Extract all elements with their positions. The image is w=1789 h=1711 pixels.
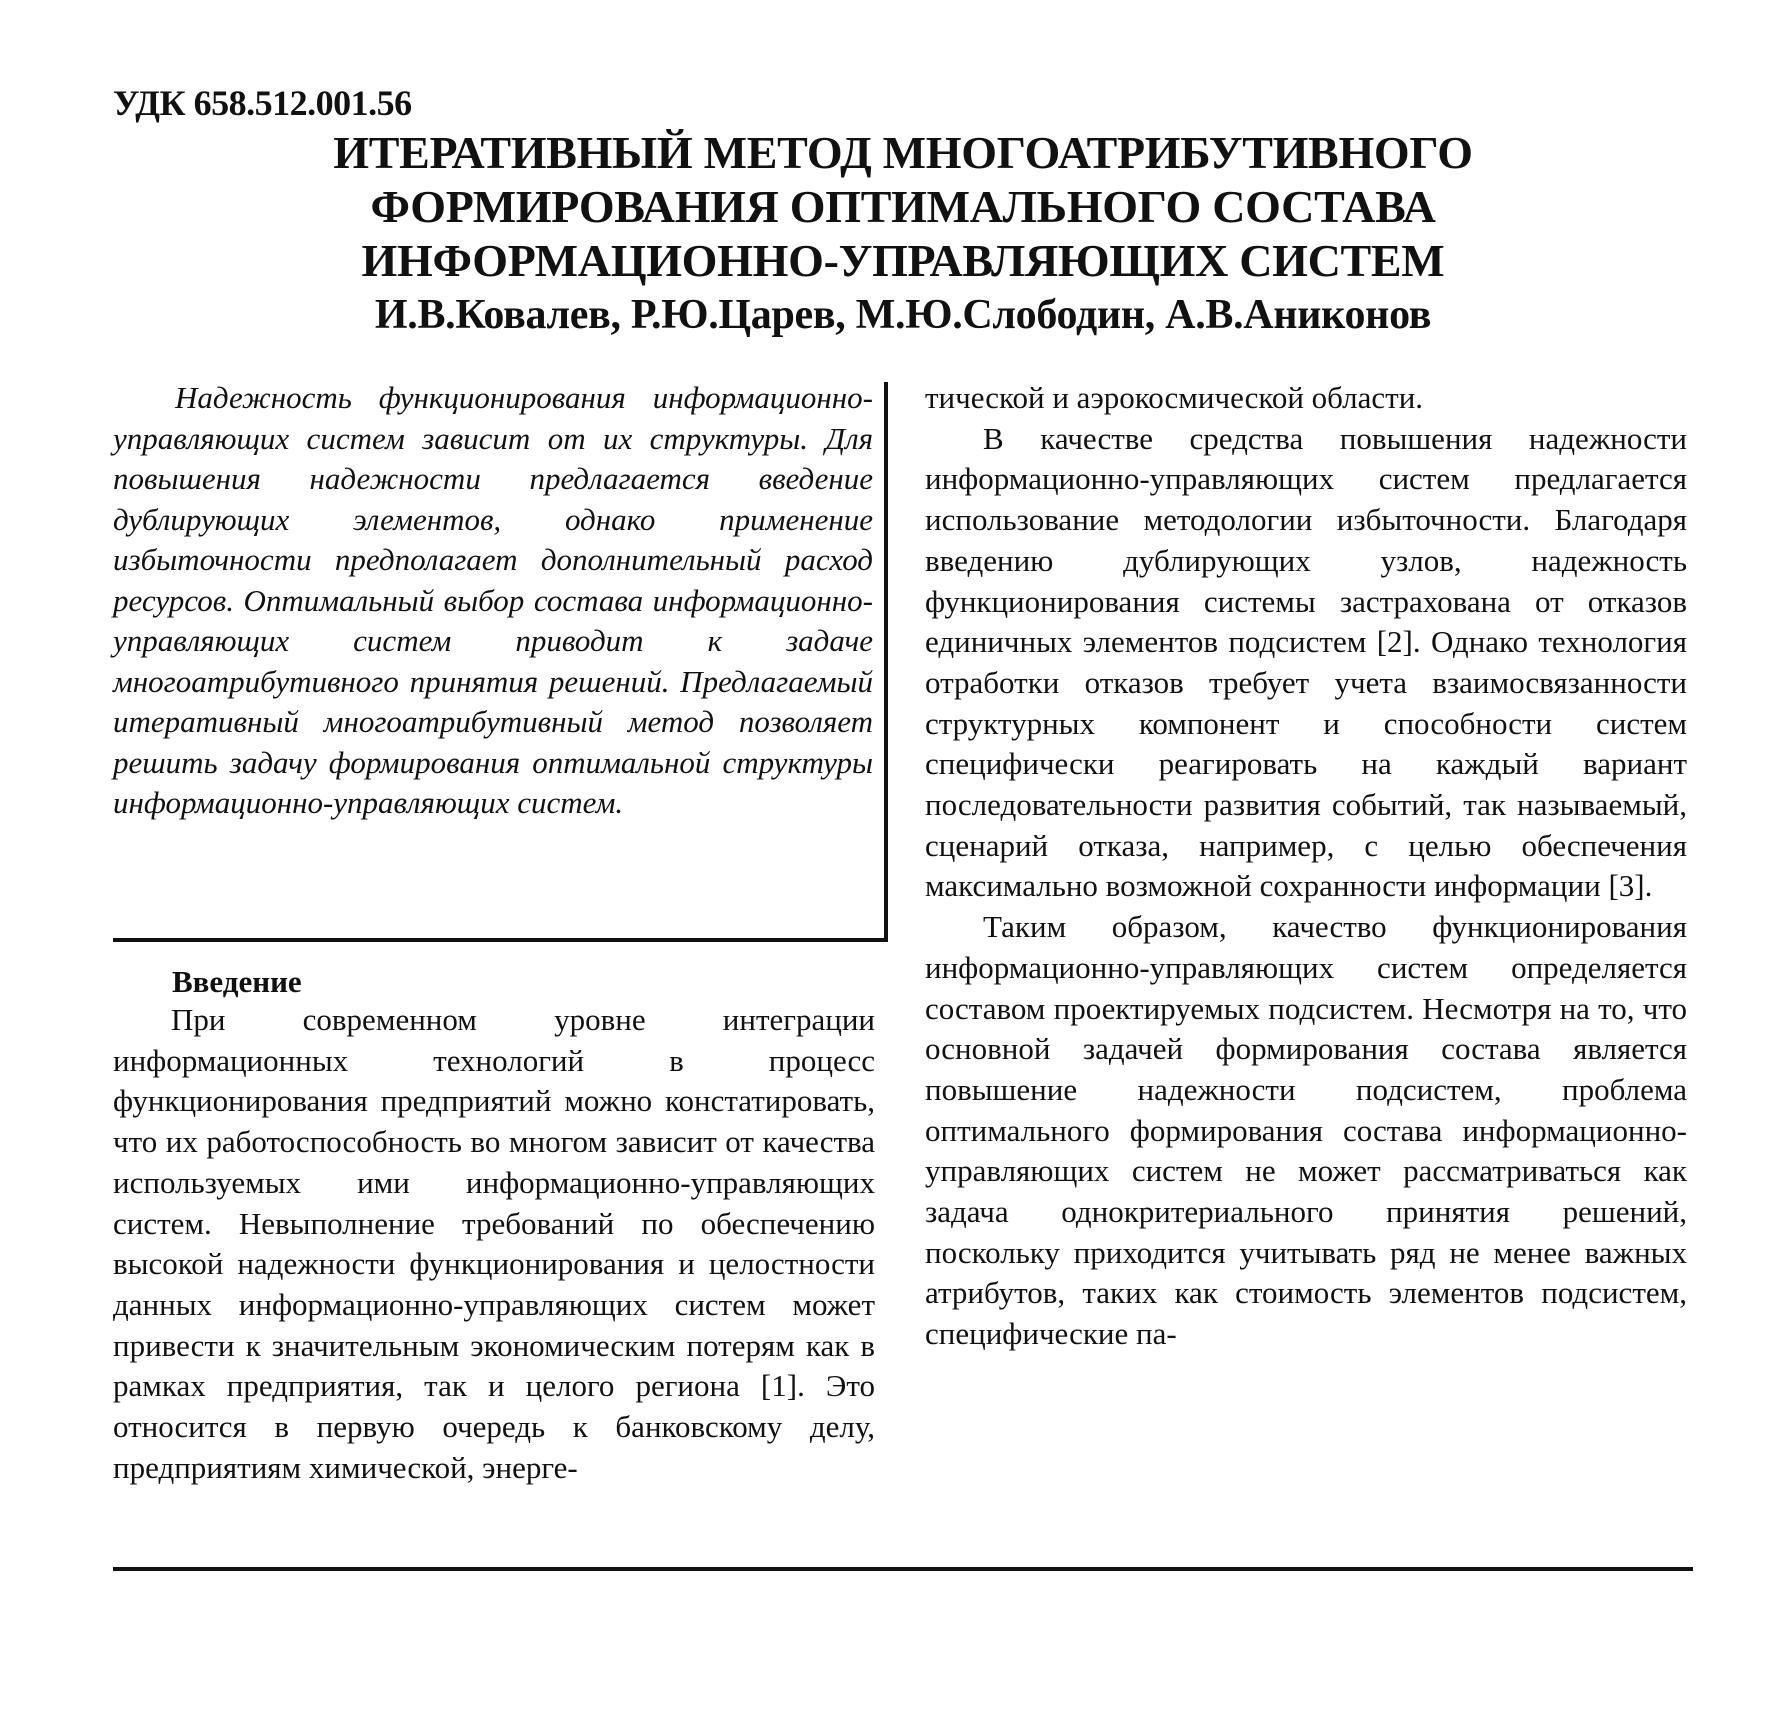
paragraph-2: В качестве средства повышения надежности информационно-управляющих систем предлагается использование методологии избыточности. Благодаря введению дублирующих узлов, надежность функционирования системы застрахована от отказов единичных элементов подсистем [2]. Однако технология отработки отказов требует учета взаимосвязанности структурных компонент и способности систем специфически реагировать на каждый вариант последовательности развития событий, так называемый, сценарий отказа, например, с целью обеспечения максимально возможной сохранности информации [3].: [925, 420, 1687, 904]
paragraph-3: Таким образом, качество функционирования информационно-управляющих систем определяется составом проектируемых подсистем. Несмотря на то, что основной задачей формирования состава является повышение надежности подсистем, проблема оптимального формирования состава информационно-управляющих систем не может рассматриваться как задача однокритериального принятия решений, поскольку приходится учитывать ряд не менее важных атрибутов, таких как стоимость элементов подсистем, специфические па-: [925, 909, 1687, 1352]
title-line-1: ИТЕРАТИВНЫЙ МЕТОД МНОГОАТРИБУТИВНОГО: [333, 127, 1473, 178]
right-column: [925, 378, 1687, 1355]
title-line-3: ИНФОРМАЦИОННО-УПРАВЛЯЮЩИХ СИСТЕМ: [361, 235, 1445, 286]
introduction-text: [113, 1000, 875, 1488]
title-line-2: ФОРМИРОВАНИЯ ОПТИМАЛЬНОГО СОСТАВА: [370, 181, 1436, 232]
title-block: [113, 126, 1693, 342]
section-heading-introduction: Введение: [172, 964, 302, 999]
bottom-rule: [113, 1567, 1693, 1571]
abstract-text: Надежность функционирования информационно-управляющих систем зависит от их структуры. Для повышения надежности предлагается введение дублирующих элементов, однако применение избыточности предполагает дополнительный расход ресурсов. Оптимальный выбор состава информационно-управляющих систем приводит к задаче многоатрибутивного принятия решений. Предлагаемый итеративный многоатрибутивный метод позволяет решить задачу формирования оптимальной структуры информационно-управляющих систем.: [113, 380, 873, 820]
abstract: [113, 378, 873, 824]
continued-paragraph: тической и аэрокосмической области.: [925, 380, 1424, 415]
authors: И.В.Ковалев, Р.Ю.Царев, М.Ю.Слободин, А.В.Аниконов: [374, 292, 1432, 338]
intro-paragraph-1: При современном уровне интеграции информационных технологий в процесс функционирования предприятий можно констатировать, что их работоспособность во многом зависит от качества используемых ими информационно-управляющих систем. Невыполнение требований по обеспечению высокой надежности функционирования и целостности данных информационно-управляющих систем может привести к значительным экономическим потерям как в рамках предприятия, так и целого региона [1]. Это относится в первую очередь к банковскому делу, предприятиям химической, энерге-: [113, 1002, 875, 1485]
udc-code: УДК 658.512.001.56: [113, 83, 412, 123]
